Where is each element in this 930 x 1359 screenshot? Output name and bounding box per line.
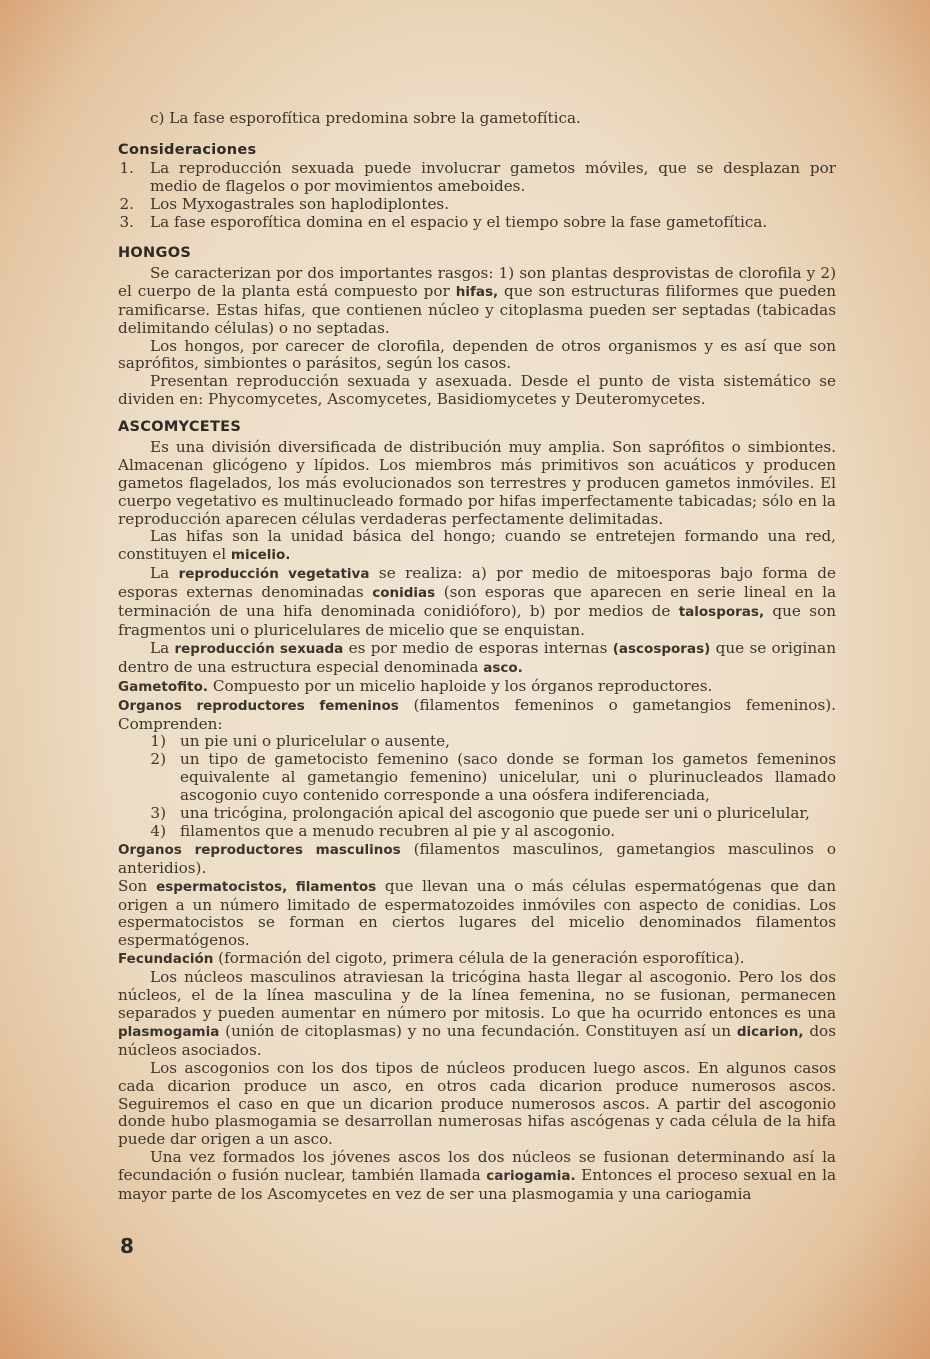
paragraph: Se caracterizan por dos importantes rasgos: 1) son plantas desprovistas de clorofila y 2) el cuerpo de la planta está compuesto por hifas, que son estructuras filiformes que pueden ramificarse. Estas hifas, que contienen núcleo y citoplasma pueden ser septadas (tabicadas delimitando células) o no septadas. <box>118 263 836 337</box>
ascomycetes-heading: ASCOMYCETES <box>118 419 242 435</box>
paragraph: Los hongos, por carecer de clorofila, dependen de otros organismos y es así que son saprófitos, simbiontes o parásitos, según los casos. <box>118 336 836 373</box>
list-item: 4) filamentos que a menudo recubren al pie y al ascogonio. <box>150 821 616 840</box>
fem-list <box>118 733 836 840</box>
intro-line: c) La fase esporofítica predomina sobre la gametofítica. <box>150 109 581 127</box>
paragraph: Los ascogonios con los dos tipos de núcleos producen luego ascos. En algunos casos cada dicarion produce un asco, en otros cada dicarion produce numerosos ascos. Seguiremos el caso en que un dicarion produce numerosos ascos. A partir del ascogonio donde hubo plasmogamia se desarrollan numerosas hifas ascógenas y cada célula de la hifa puede dar origen a un asco. <box>118 1058 836 1149</box>
consideraciones-section <box>118 142 836 232</box>
list-item: 1. La reproducción sexuada puede involucrar gametos móviles, que se desplazan por medio de flagelos o por movimientos ameboides. <box>119 158 836 195</box>
paragraph: La reproducción vegetativa se realiza: a) por medio de mitoesporas bajo forma de esporas externas denominadas conidias (son esporas que aparecen en serie lineal en la terminación de una hifa denominada conidióforo), b) por medios de talosporas, que son fragmentos uni o pluricelulares de micelio que se enquistan. <box>118 564 837 639</box>
paragraph: Gametofito. Compuesto por un micelio haploide y los órganos reproductores. <box>118 676 713 695</box>
paragraph: Son espermatocistos, filamentos que llevan una o más células espermatógenas que dan origen a un número limitado de espermatozoides inmóviles con aspecto de conidias. Los espermatocistos se forman en ciertos lugares del micelio denominados filamentos espermatógenos. <box>118 876 836 950</box>
paragraph: Es una división diversificada de distribución muy amplia. Son saprófitos o simbiontes. Almacenan glicógeno y lípidos. Los miembros más primitivos son acuáticos y producen gametos flagelados, los más evolucionados son terrestres y producen gametos inmóviles. El cuerpo vegetativo es multinucleado formado por hifas imperfectamente tabicadas; sólo en la reproducción aparecen células verdaderas perfectamente delimitadas. <box>118 437 836 528</box>
list-item: 3. La fase esporofítica domina en el espacio y el tiempo sobre la fase gametofítica. <box>119 212 768 231</box>
ascomycetes-section <box>118 419 836 1204</box>
paragraph: Una vez formados los jóvenes ascos los dos núcleos se fusionan determinando así la fecundación o fusión nuclear, también llamada cariogamia. Entonces el proceso sexual en la mayor parte de los Ascomycetes en vez de ser una plasmogamia y una cariogamia <box>118 1148 836 1204</box>
list-item: 1) un pie uni o pluricelular o ausente, <box>150 732 450 751</box>
paragraph: Los núcleos masculinos atraviesan la tricógina hasta llegar al ascogonio. Pero los dos núcleos, el de la línea masculina y de la línea femenina, no se fusionan, permanecen separados y pueden aumentar en número por mitosis. Lo que ha ocurrido entonces es una plasmogamia (unión de citoplasmas) y no una fecundación. Constituyen así un dicarion, dos núcleos asociados. <box>118 968 836 1059</box>
hongos-section <box>118 245 836 409</box>
paragraph: Organos reproductores femeninos (filamentos femeninos o gametangios femeninos). Comprenden: <box>118 695 836 733</box>
paragraph: Presentan reproducción sexuada y asexuada. Desde el punto de vista sistemático se dividen en: Phycomycetes, Ascomycetes, Basidiomycetes y Deuteromycetes. <box>118 372 836 409</box>
paragraph: Las hifas son la unidad básica del hongo; cuando se entretejen formando una red, constituyen el micelio. <box>118 527 836 564</box>
list-item: 2. Los Myxogastrales son haplodiplontes. <box>119 194 450 213</box>
hongos-heading: HONGOS <box>118 245 192 261</box>
paragraph: Organos reproductores masculinos (filamentos masculinos, gametangios masculinos o anteridios). <box>118 839 836 877</box>
list-item: 3) una tricógina, prolongación apical del ascogonio que puede ser uni o pluricelular, <box>150 804 810 823</box>
consideraciones-heading: Consideraciones <box>118 142 257 158</box>
paragraph: La reproducción sexuada es por medio de esporas internas (ascosporas) que se originan dentro de una estructura especial denominada asco. <box>118 638 837 676</box>
list-item: 2) un tipo de gametocisto femenino (saco donde se forman los gametos femeninos equivalente al gametangio femenino) unicelular, uni o plurinucleados llamado ascogonio cuyo contenido corresponde a una oósfera indiferenciada, <box>150 750 836 805</box>
paragraph: Fecundación (formación del cigoto, primera célula de la generación esporofítica). <box>118 949 745 968</box>
page-number: 8 <box>120 1234 134 1258</box>
